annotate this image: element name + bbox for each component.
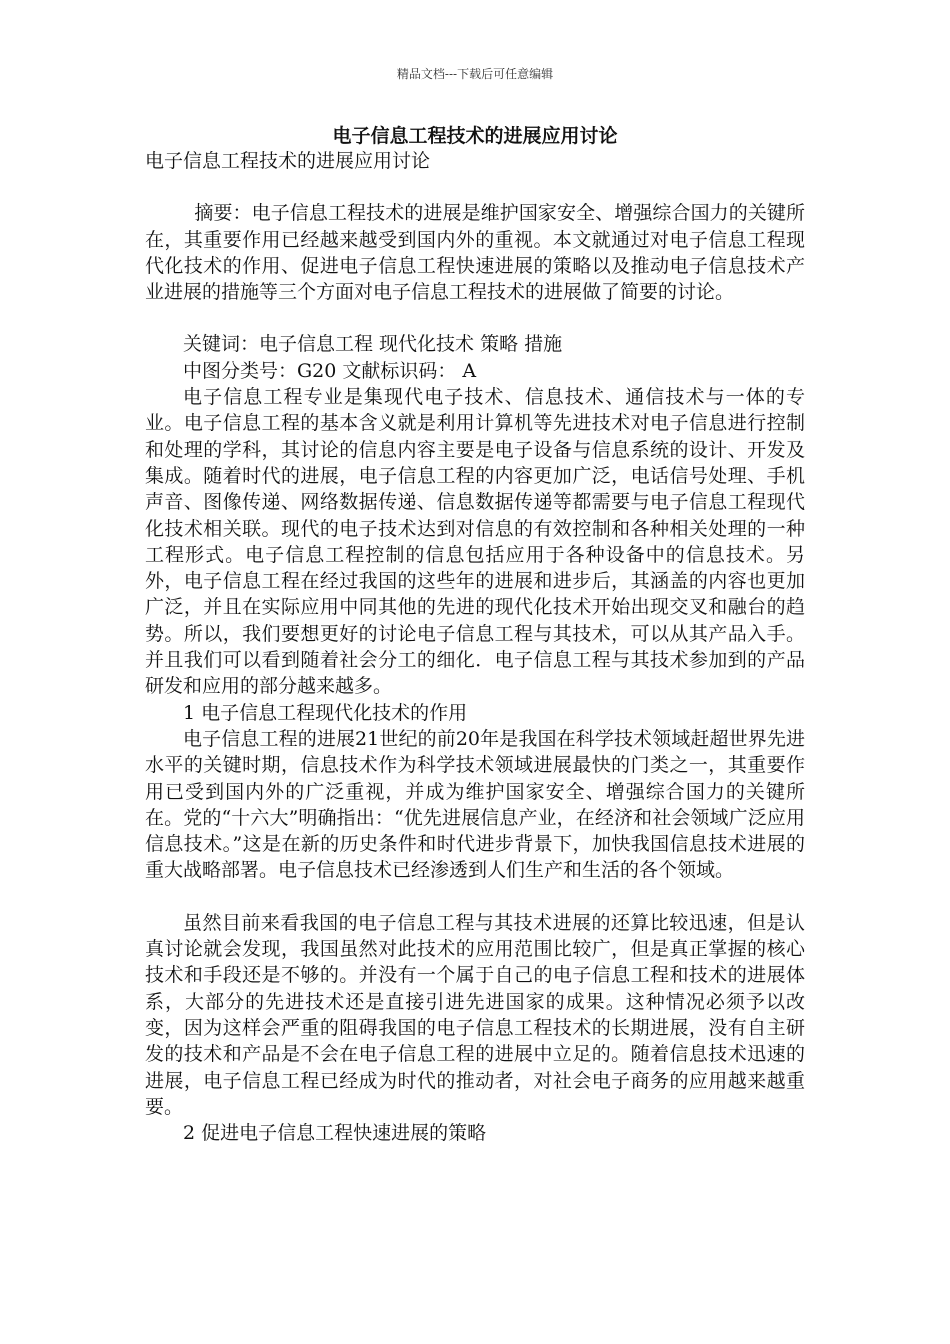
- document-title: 电子信息工程技术的进展应用讨论: [332, 125, 618, 147]
- section-heading-1: 1 电子信息工程现代化技术的作用: [183, 701, 468, 724]
- blank-line: [145, 305, 805, 331]
- intro-paragraph: 电子信息工程专业是集现代电子技术、信息技术、通信技术与一体的专业。电子信息工程的基本含义就是利用计算机等先进技术对电子信息进行控制和处理的学科，其讨论的信息内容主要是电子设备与信息系统的设计、开发及集成。随着时代的进展，电子信息工程的内容更加广泛，电话信号处理、手机声音、图像传递、网络数据传递、信息数据传递等都需要与电子信息工程现代化技术相关联。现代的电子技术达到对信息的有效控制和各种相关处理的一种工程形式。电子信息工程控制的信息包括应用于各种设备中的信息技术。另外，电子信息工程在经过我国的这些年的进展和进步后，其涵盖的内容也更加广泛，并且在实际应用中同其他的先进的现代化技术开始出现交叉和融台的趋势。所以，我们要想更好的讨论电子信息工程与其技术，可以从其产品入手。并且我们可以看到随着社会分工的细化．电子信息工程与其技术参加到的产品研发和应用的部分越来越多。: [145, 386, 805, 698]
- subtitle: 电子信息工程技术的进展应用讨论: [145, 150, 431, 172]
- blank-line: [145, 174, 805, 200]
- abstract-paragraph: 摘要：电子信息工程技术的进展是维护国家安全、增强综合国力的关键所在，其重要作用已经越来越受到国内外的重视。本文就通过对电子信息工程现代化技术的作用、促进电子信息工程快速进展的策略以及推动电子信息技术产业进展的措施等三个方面对电子信息工程技术的进展做了简要的讨论。: [145, 202, 805, 304]
- blank-line: [145, 884, 805, 910]
- keywords-line: 关键词：电子信息工程 现代化技术 策略 措施: [183, 333, 563, 356]
- section1-paragraph-2: 虽然目前来看我国的电子信息工程与其技术进展的还算比较迅速，但是认真讨论就会发现，我国虽然对此技术的应用范围比较广，但是真正掌握的核心技术和手段还是不够的。并没有一个属于自己的电子信息工程和技术的进展体系，大部分的先进技术还是直接引进先进国家的成果。这种情况必须予以改变，因为这样会严重的阻碍我国的电子信息工程技术的长期进展，没有自主研发的技术和产品是不会在电子信息工程的进展中立足的。随着信息技术迅速的进展，电子信息工程已经成为时代的推动者，对社会电子商务的应用越来越重要。: [145, 911, 805, 1118]
- page-header: 精品文档---下载后可任意编辑: [396, 67, 554, 81]
- classification-line: 中图分类号：G20 文献标识码： A: [183, 359, 477, 382]
- section1-paragraph-1: 电子信息工程的进展21世纪的前20年是我国在科学技术领域赶超世界先进水平的关键时期，信息技术作为科学技术领域进展最快的门类之一，其重要作用已受到国内外的广泛重视，并成为维护国家安全、增强综合国力的关键所在。党的“十六大”明确指出：“优先进展信息产业，在经济和社会领域广泛应用信息技术。”这是在新的历史条件和时代进步背景下，加快我国信息技术进展的重大战略部署。电子信息技术已经渗透到人们生产和生活的各个领域。: [145, 727, 805, 882]
- document-body: [145, 148, 805, 1146]
- section-heading-2: 2 促进电子信息工程快速进展的策略: [183, 1122, 487, 1145]
